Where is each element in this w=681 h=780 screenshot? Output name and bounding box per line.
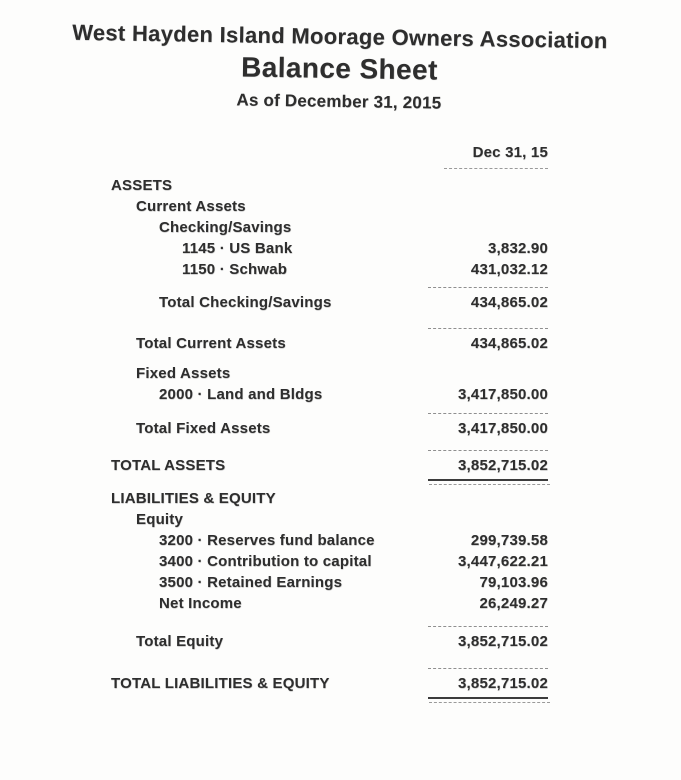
account-label: 3200 · Reserves fund balance — [159, 531, 375, 549]
report-date-subtitle: As of December 31, 2015 — [236, 89, 442, 113]
row-account-1150-schwab — [111, 259, 548, 280]
grand-total-label: TOTAL LIABILITIES & EQUITY — [111, 674, 330, 692]
account-label: Net Income — [159, 594, 242, 612]
row-fixed-assets-heading — [111, 363, 548, 384]
section-label: Equity — [136, 510, 184, 528]
balance-sheet-table — [111, 142, 548, 699]
amount-value: 3,447,622.21 — [458, 552, 548, 570]
section-label: Checking/Savings — [159, 218, 292, 236]
row-total-current-assets — [111, 328, 548, 354]
row-account-3500-retained-earnings — [111, 572, 548, 593]
amount-value: 3,417,850.00 — [428, 413, 548, 439]
amount-value: 3,852,715.02 — [428, 450, 548, 481]
row-total-checking-savings — [111, 287, 548, 313]
total-label: Total Fixed Assets — [136, 419, 271, 437]
amount-value: 3,852,715.02 — [428, 626, 548, 652]
total-label: Total Equity — [136, 632, 224, 650]
document-header — [0, 0, 681, 117]
amount-value: 26,249.27 — [479, 594, 548, 612]
row-account-1145-us-bank — [111, 238, 548, 259]
section-label: ASSETS — [111, 176, 173, 194]
account-label: 3500 · Retained Earnings — [159, 573, 343, 591]
page-title: Balance Sheet — [240, 51, 438, 86]
total-label: Total Current Assets — [136, 334, 286, 352]
amount-value: 3,832.90 — [488, 239, 548, 257]
row-account-2000-land-and-bldgs — [111, 384, 548, 405]
account-label: 3400 · Contribution to capital — [159, 552, 372, 570]
amount-value: 434,865.02 — [428, 287, 548, 313]
amount-value: 299,739.58 — [470, 531, 548, 549]
row-total-fixed-assets — [111, 413, 548, 439]
date-column-header: Dec 31, 15 — [444, 142, 548, 169]
section-label: LIABILITIES & EQUITY — [111, 489, 276, 507]
row-current-assets-heading — [111, 196, 548, 217]
amount-value: 79,103.96 — [479, 573, 548, 591]
grand-total-label: TOTAL ASSETS — [111, 456, 226, 474]
row-equity-heading — [111, 509, 548, 530]
amount-value: 431,032.12 — [470, 260, 548, 278]
row-net-income — [111, 593, 548, 614]
row-account-3200-reserves-fund-balance — [111, 530, 548, 551]
account-label: 1150 · Schwab — [182, 260, 288, 278]
column-header-row — [111, 142, 548, 169]
amount-value: 434,865.02 — [428, 328, 548, 354]
row-total-equity — [111, 626, 548, 652]
section-label: Fixed Assets — [136, 364, 231, 382]
account-label: 2000 · Land and Bldgs — [159, 385, 323, 403]
amount-value: 3,417,850.00 — [458, 385, 548, 403]
account-label: 1145 · US Bank — [182, 239, 293, 257]
row-total-liabilities-equity — [111, 668, 548, 699]
row-account-3400-contribution-to-capital — [111, 551, 548, 572]
row-checking-savings-heading — [111, 217, 548, 238]
row-liabilities-equity-heading — [111, 488, 548, 509]
section-label: Current Assets — [136, 197, 246, 215]
organization-name: West Hayden Island Moorage Owners Association — [71, 19, 608, 54]
amount-value: 3,852,715.02 — [428, 668, 548, 699]
row-assets-heading — [111, 175, 548, 196]
row-total-assets — [111, 450, 548, 481]
total-label: Total Checking/Savings — [159, 293, 332, 311]
